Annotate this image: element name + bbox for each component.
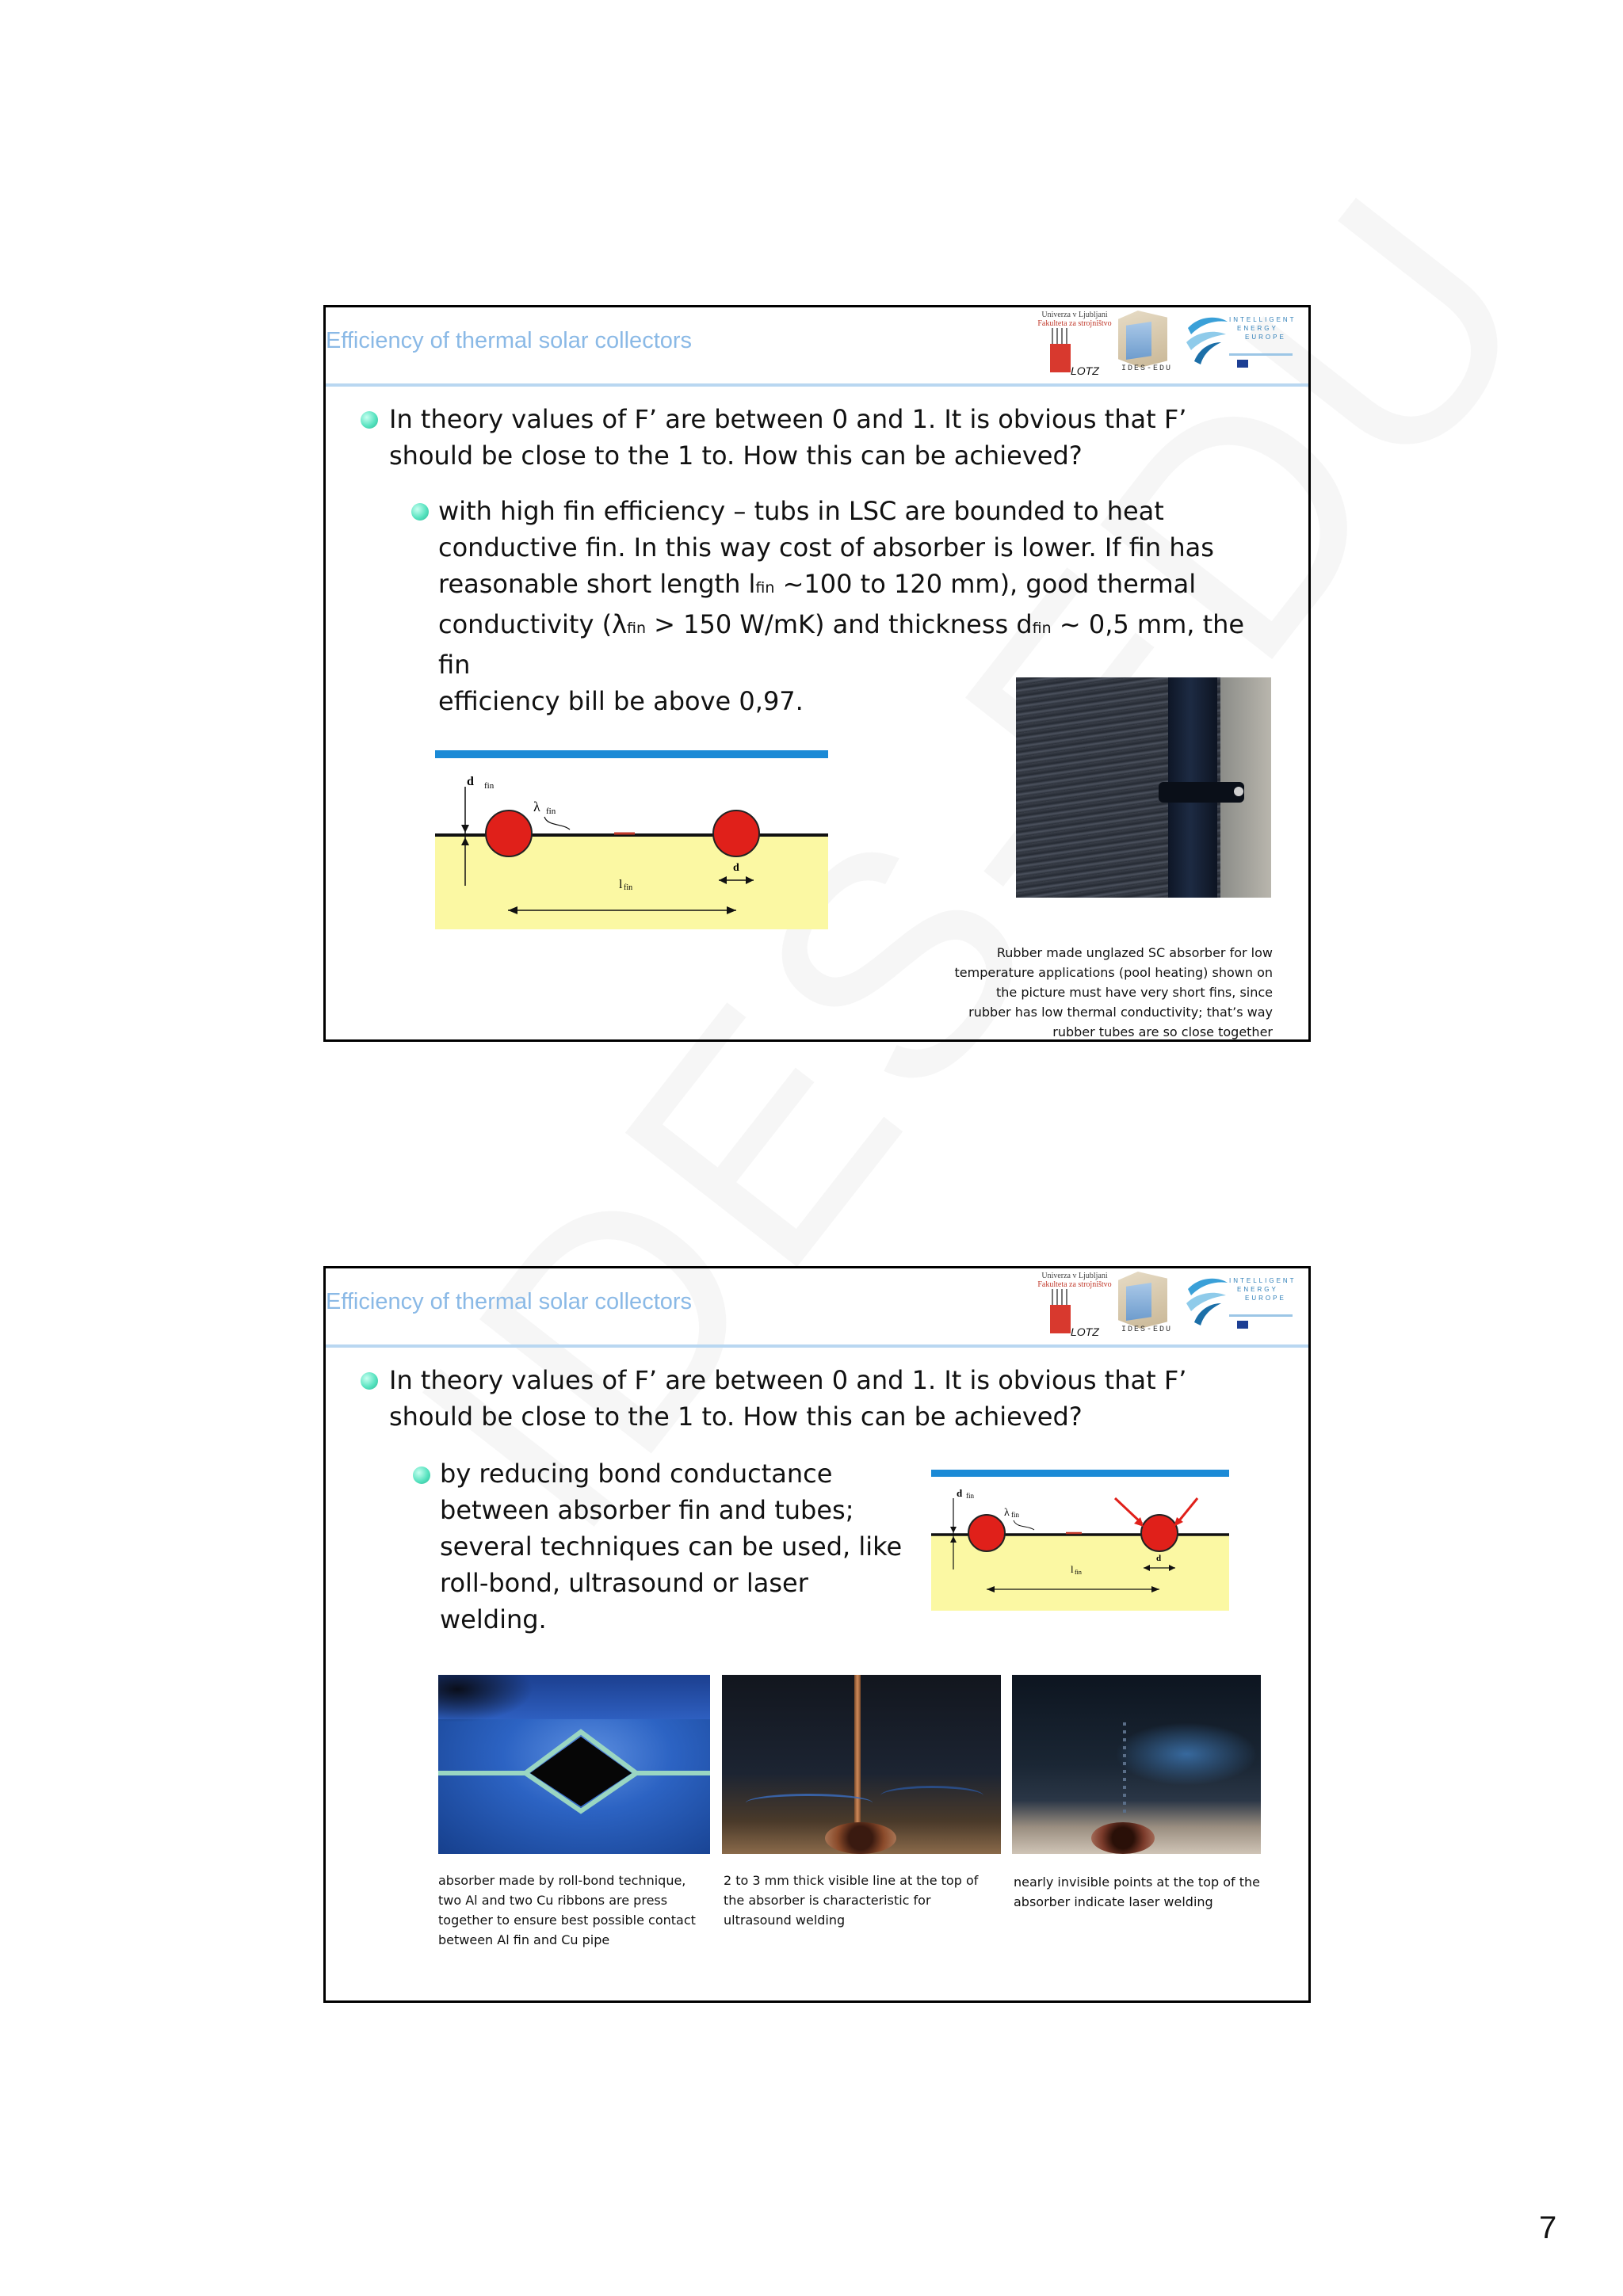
lambda-fin-label: λ <box>1004 1507 1010 1519</box>
intelligent-energy-label: INTELLIGENT ENERGY EUROPE <box>1229 316 1296 341</box>
intelligent-energy-label: INTELLIGENT ENERGY EUROPE <box>1229 1277 1296 1302</box>
title-divider <box>326 383 1308 387</box>
ides-edu-logo-icon <box>1118 311 1167 368</box>
title-divider <box>326 1344 1308 1348</box>
eu-flag-icon <box>1237 1321 1248 1329</box>
bullet-text: In theory values of F’ are between 0 and 1. It is obvious that F’ should be close to the 1 to. How this can be achieved? <box>389 1365 1187 1432</box>
logo-rule <box>1229 1314 1293 1317</box>
slide-title: Efficiency of thermal solar collectors <box>326 328 693 353</box>
d-fin-label: d <box>467 775 474 788</box>
svg-text:fin: fin <box>546 807 556 816</box>
svg-text:fin: fin <box>966 1492 974 1500</box>
university-logo-text: Univerza v Ljubljani Fakulteta za strojništvo <box>1037 1272 1112 1289</box>
bullet-dot-icon <box>361 411 378 429</box>
svg-text:fin: fin <box>624 883 633 892</box>
intelligent-energy-logo-icon <box>1183 311 1229 366</box>
svg-text:fin: fin <box>1011 1511 1019 1519</box>
slide-2 <box>323 1266 1311 2003</box>
l-fin-label: l <box>619 878 623 891</box>
svg-text:fin: fin <box>1075 1569 1082 1576</box>
university-logo-block <box>1050 344 1071 372</box>
lambda-fin-label: λ <box>533 799 540 814</box>
l-fin-label: l <box>1071 1563 1074 1575</box>
logo-strip <box>1031 307 1300 379</box>
slide-1 <box>323 305 1311 1042</box>
fin-diagram <box>435 747 831 937</box>
lotz-label: LOTZ <box>1071 364 1099 377</box>
d-label: d <box>1156 1554 1162 1563</box>
bullet-dot-icon <box>361 1372 378 1390</box>
d-label: d <box>733 862 739 874</box>
svg-text:fin: fin <box>484 781 495 791</box>
ultrasound-weld-photo <box>722 1675 1001 1854</box>
university-logo-icon <box>1052 1289 1069 1305</box>
fin-diagram-bond <box>931 1466 1232 1617</box>
sub-bullet-dot-icon <box>411 503 429 521</box>
intelligent-energy-logo-icon <box>1183 1272 1229 1327</box>
ides-edu-logo-icon <box>1118 1272 1167 1329</box>
sub-bullet-dot-icon <box>413 1466 430 1484</box>
rubber-absorber-photo <box>1016 677 1271 898</box>
ultrasound-caption: 2 to 3 mm thick visible line at the top of the absorber is characteristic for ultrasound welding <box>724 1873 979 1928</box>
sub-bullet-text: with high fin efficiency – tubs in LSC are bounded to heat conductive fin. In this way cost of absorber is lower. If fin has reasonable short length lfin ~100 to 120 mm), good thermal conductivity (λfin > 150 W/mK) and thickness dfin ~ 0,5 mm, the fin efficiency bill be above 0,97. <box>438 496 1245 716</box>
lotz-label: LOTZ <box>1071 1325 1099 1338</box>
bullet-text: In theory values of F’ are between 0 and 1. It is obvious that F’ should be close to the 1 to. How this can be achieved? <box>389 404 1187 471</box>
slide-title: Efficiency of thermal solar collectors <box>326 1289 693 1314</box>
photo-caption: Rubber made unglazed SC absorber for low temperature applications (pool heating) shown on the picture must have very short fins, since rubber has low thermal conductivity; that’s way rubber tubes are so close together <box>954 945 1273 1039</box>
d-fin-label: d <box>957 1487 963 1499</box>
roll-bond-photo <box>438 1675 710 1854</box>
university-logo-block <box>1050 1305 1071 1333</box>
ides-edu-label: IDES-EDU <box>1121 364 1173 373</box>
laser-caption: nearly invisible points at the top of the absorber indicate laser welding <box>1014 1875 1260 1909</box>
laser-weld-photo <box>1012 1675 1261 1854</box>
eu-flag-icon <box>1237 360 1248 368</box>
ides-edu-label: IDES-EDU <box>1121 1325 1173 1334</box>
logo-strip <box>1031 1268 1300 1340</box>
roll-bond-caption: absorber made by roll-bond technique, two Al and two Cu ribbons are press together to ensure best possible contact between Al fin and Cu pipe <box>438 1873 696 1947</box>
sub-bullet-text: by reducing bond conductance between absorber fin and tubes; several techniques can be used, like roll-bond, ultrasound or laser welding. <box>440 1459 903 1634</box>
university-logo-text: Univerza v Ljubljani Fakulteta za strojništvo <box>1037 311 1112 328</box>
page-number: 7 <box>1539 2210 1557 2245</box>
logo-rule <box>1229 353 1293 356</box>
university-logo-icon <box>1052 328 1069 344</box>
